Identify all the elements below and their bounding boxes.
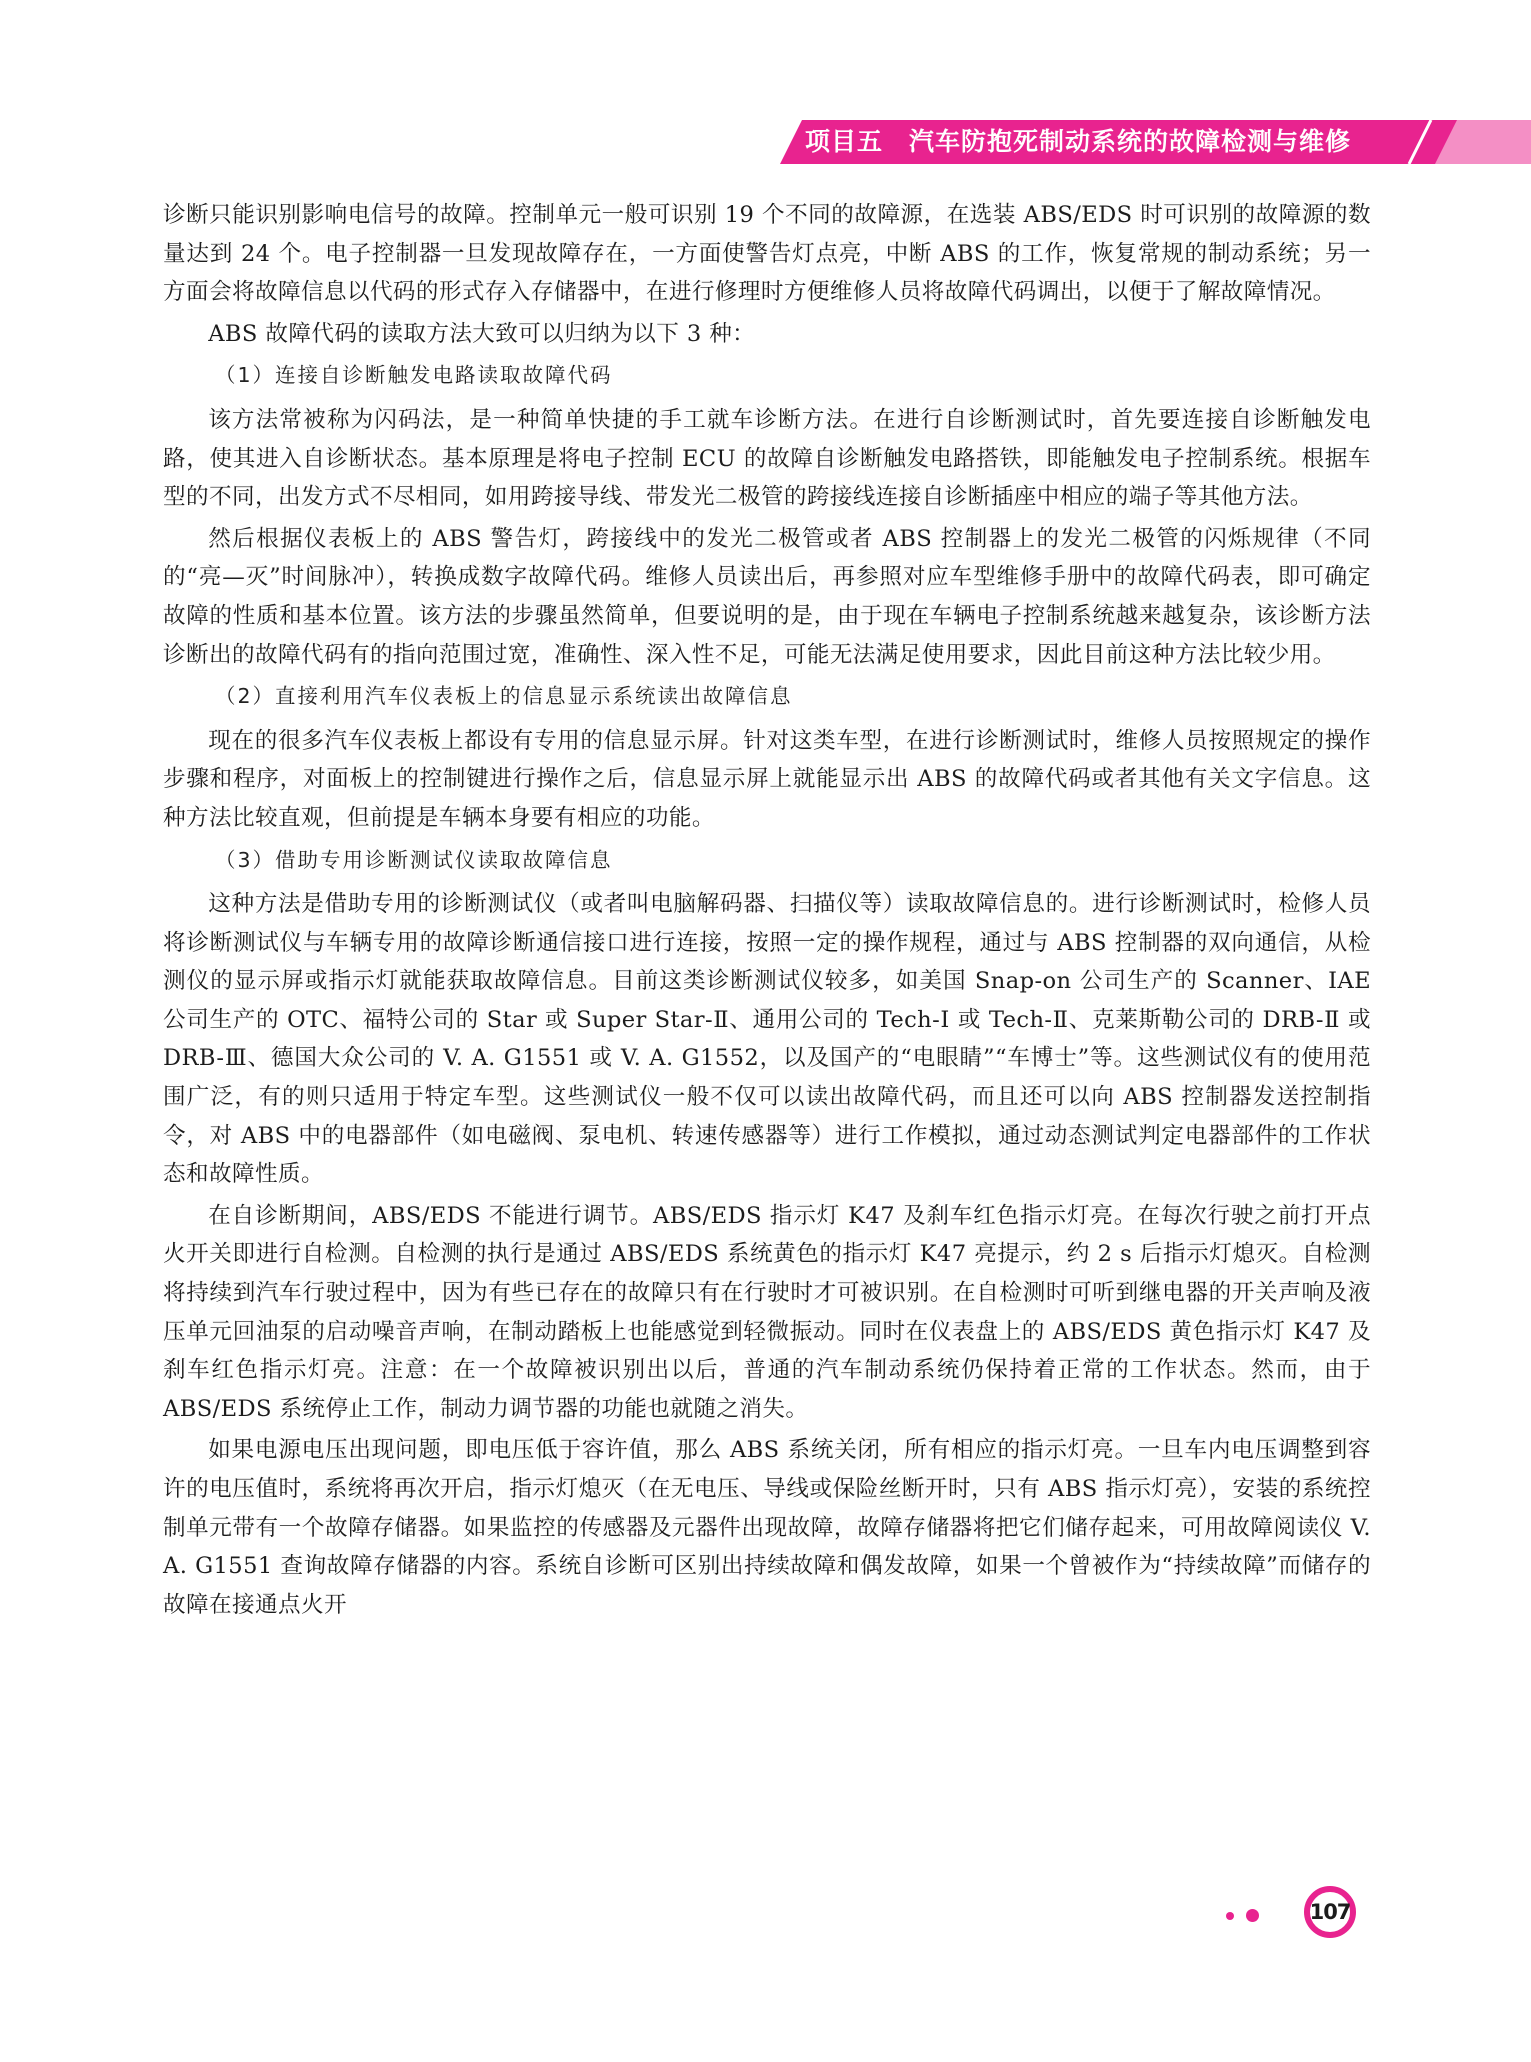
body-text	[163, 196, 1371, 1627]
page-number: 107	[1309, 1900, 1351, 1924]
paragraph: 诊断只能识别影响电信号的故障。控制单元一般可识别 19 个不同的故障源，在选装 ABS/EDS 时可识别的故障源的数量达到 24 个。电子控制器一旦发现故障存在，一方面使警告灯点亮，中断 ABS 的工作，恢复常规的制动系统；另一方面会将故障信息以代码的形式存入存储器中，在进行修理时方便维修人员将故障代码调出，以便于了解故障情况。	[163, 202, 1371, 306]
running-header	[805, 121, 1351, 163]
paragraph: 该方法常被称为闪码法，是一种简单快捷的手工就车诊断方法。在进行自诊断测试时，首先要连接自诊断触发电路，使其进入自诊断状态。基本原理是将电子控制 ECU 的故障自诊断触发电路搭铁，即能触发电子控制系统。根据车型的不同，出发方式不尽相同，如用跨接导线、带发光二极管的跨接线连接自诊断插座中相应的端子等其他方法。	[163, 406, 1371, 511]
paragraph: 在自诊断期间，ABS/EDS 不能进行调节。ABS/EDS 指示灯 K47 及刹车红色指示灯亮。在每次行驶之前打开点火开关即进行自检测。自检测的执行是通过 ABS/EDS 系统黄色的指示灯 K47 亮提示，约 2 s 后指示灯熄灭。自检测将持续到汽车行驶过程中，因为有些已存在的故障只有在行驶时才可被识别。在自检测时可听到继电器的开关声响及液压单元回油泵的启动噪音声响，在制动踏板上也能感觉到轻微振动。同时在仪表盘上的 ABS/EDS 黄色指示灯 K47 及刹车红色指示灯亮。注意：在一个故障被识别出以后，普通的汽车制动系统仍保持着正常的工作状态。然而，由于 ABS/EDS 系统停止工作，制动力调节器的功能也就随之消失。	[163, 1202, 1371, 1422]
paragraph: 现在的很多汽车仪表板上都设有专用的信息显示屏。针对这类车型，在进行诊断测试时，维修人员按照规定的操作步骤和程序，对面板上的控制键进行操作之后，信息显示屏上就能显示出 ABS 的故障代码或者其他有关文字信息。这种方法比较直观，但前提是车辆本身要有相应的功能。	[163, 727, 1371, 831]
section-heading: （2）直接利用汽车仪表板上的信息显示系统读出故障信息	[215, 684, 793, 709]
paragraph: ABS 故障代码的读取方法大致可以归纳为以下 3 种：	[208, 320, 756, 347]
decor-dot	[1246, 1909, 1259, 1922]
section-heading: （1）连接自诊断触发电路读取故障代码	[215, 363, 613, 388]
decor-dot	[1226, 1912, 1234, 1920]
header-title: 汽车防抱死制动系统的故障检测与维修	[909, 127, 1352, 156]
paragraph: 然后根据仪表板上的 ABS 警告灯，跨接线中的发光二极管或者 ABS 控制器上的发光二极管的闪烁规律（不同的“亮—灭”时间脉冲），转换成数字故障代码。维修人员读出后，再参照对应车型维修手册中的故障代码表，即可确定故障的性质和基本位置。该方法的步骤虽然简单，但要说明的是，由于现在车辆电子控制系统越来越复杂，该诊断方法诊断出的故障代码有的指向范围过宽，准确性、深入性不足，可能无法满足使用要求，因此目前这种方法比较少用。	[163, 525, 1371, 668]
section-heading: （3）借助专用诊断测试仪读取故障信息	[215, 847, 613, 872]
header-project: 项目五	[805, 127, 884, 156]
paragraph: 这种方法是借助专用的诊断测试仪（或者叫电脑解码器、扫描仪等）读取故障信息的。进行诊断测试时，检修人员将诊断测试仪与车辆专用的故障诊断通信接口进行连接，按照一定的操作规程，通过与 ABS 控制器的双向通信，从检测仪的显示屏或指示灯就能获取故障信息。目前这类诊断测试仪较多，如美国 Snap-on 公司生产的 Scanner、IAE 公司生产的 OTC、福特公司的 Star 或 Super Star-Ⅱ、通用公司的 Tech-Ⅰ 或 Tech-Ⅱ、克莱斯勒公司的 DRB-Ⅱ 或 DRB-Ⅲ、德国大众公司的 V. A. G1551 或 V. A. G1552，以及国产的“电眼睛”“车博士”等。这些测试仪有的使用范围广泛，有的则只适用于特定车型。这些测试仪一般不仅可以读出故障代码，而且还可以向 ABS 控制器发送控制指令，对 ABS 中的电器部件（如电磁阀、泵电机、转速传感器等）进行工作模拟，通过动态测试判定电器部件的工作状态和故障性质。	[163, 891, 1371, 1188]
page-number-badge	[1226, 1886, 1376, 1946]
paragraph: 如果电源电压出现问题，即电压低于容许值，那么 ABS 系统关闭，所有相应的指示灯亮。一旦车内电压调整到容许的电压值时，系统将再次开启，指示灯熄灭（在无电压、导线或保险丝断开时，只有 ABS 指示灯亮），安装的系统控制单元带有一个故障存储器。如果监控的传感器及元器件出现故障，故障存储器将把它们储存起来，可用故障阅读仪 V. A. G1551 查询故障存储器的内容。系统自诊断可区别出持续故障和偶发故障，如果一个曾被作为“持续故障”而储存的故障在接通点火开	[163, 1437, 1371, 1618]
